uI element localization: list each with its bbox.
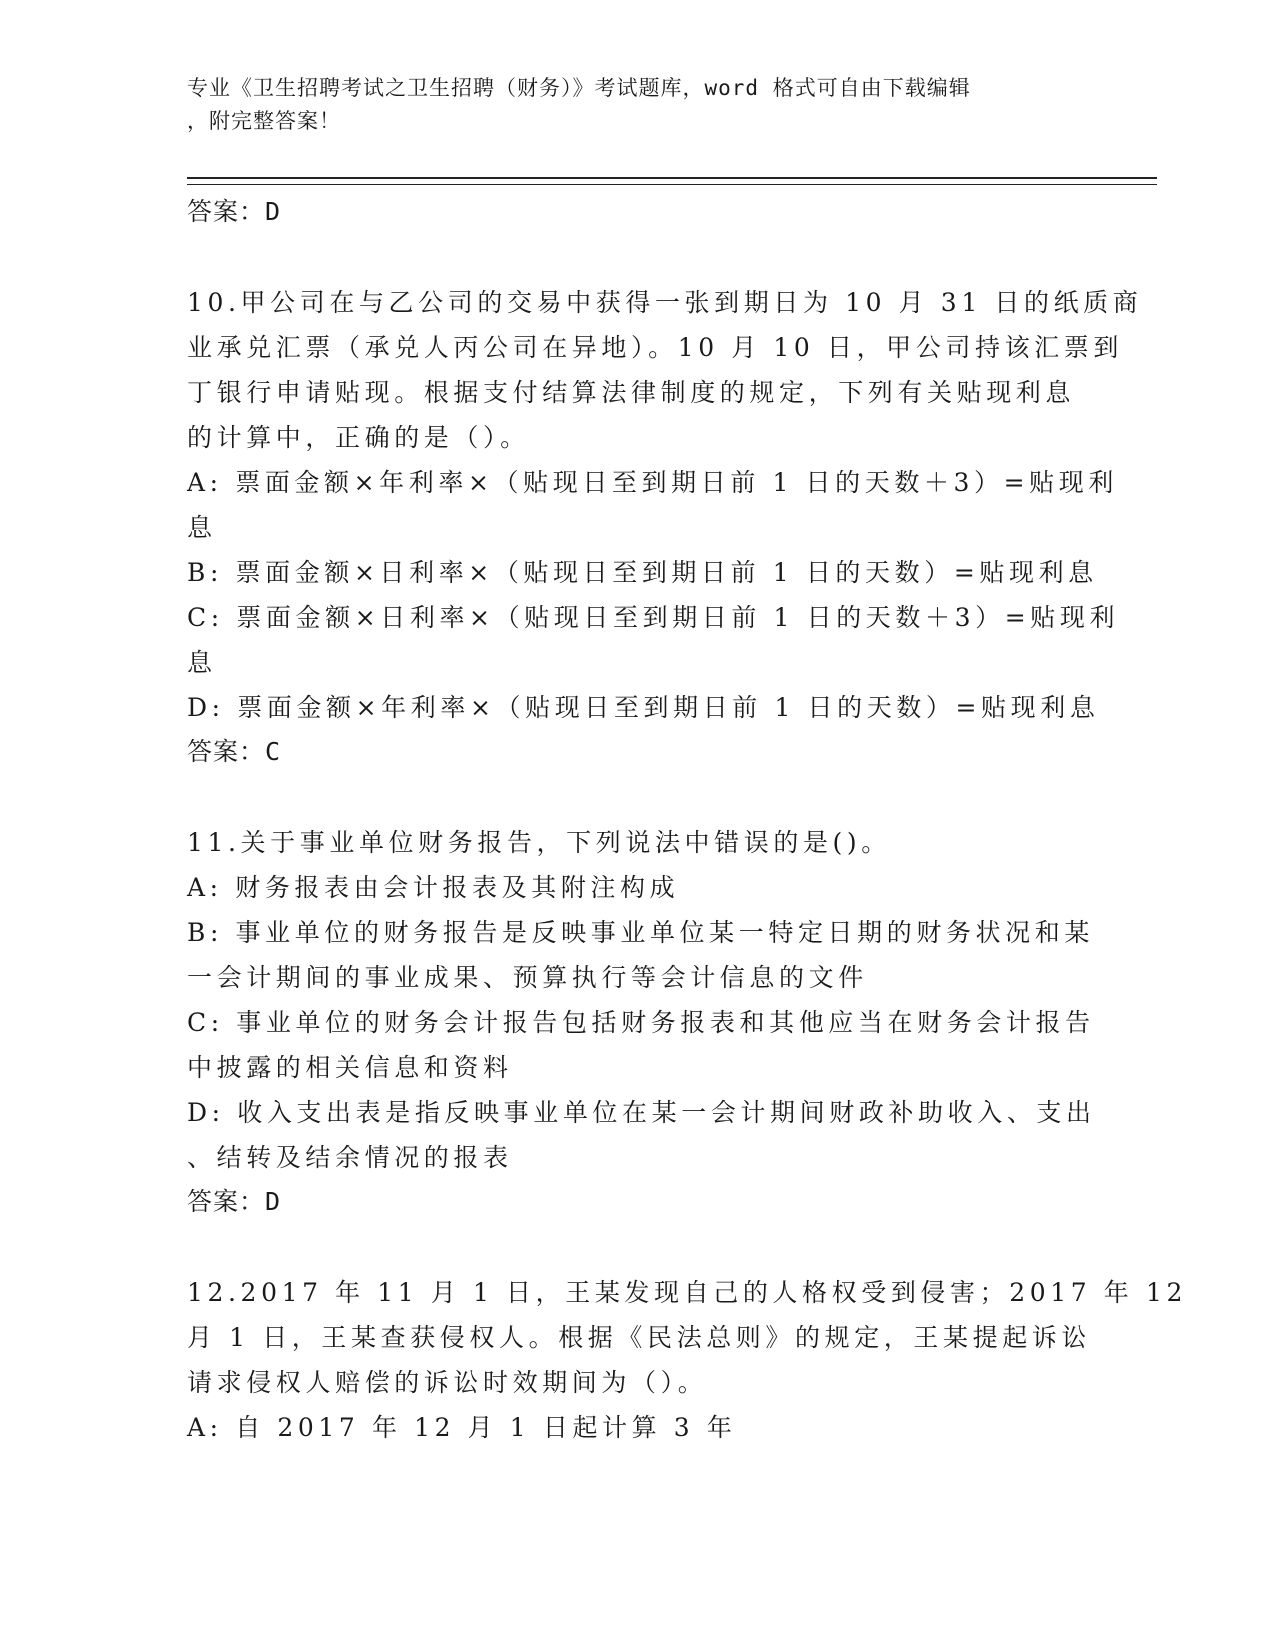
header-title-line-2: ，附完整答案！ bbox=[187, 109, 341, 133]
option-a: A: 财务报表由会计报表及其附注构成 bbox=[187, 873, 680, 902]
option-d: D: 收入支出表是指反映事业单位在某一会计期间财政补助收入、支出 bbox=[187, 1098, 1096, 1127]
option-b: B: 票面金额×日利率×（贴现日至到期日前 1 日的天数）=贴现利息 bbox=[187, 558, 1098, 587]
question-stem-line: 12.2017 年 11 月 1 日，王某发现自己的人格权受到侵害；2017 年 12 bbox=[187, 1278, 1187, 1307]
header-title-line-1: 专业《卫生招聘考试之卫生招聘（财务）》考试题库，word 格式可自由下载编辑 bbox=[187, 76, 971, 100]
option-b: B: 事业单位的财务报告是反映事业单位某一特定日期的财务状况和某 bbox=[187, 918, 1094, 947]
option-d-continued: 、结转及结余情况的报表 bbox=[187, 1143, 513, 1172]
option-c-continued: 中披露的相关信息和资料 bbox=[187, 1053, 513, 1082]
option-d: D: 票面金额×年利率×（贴现日至到期日前 1 日的天数）=贴现利息 bbox=[187, 693, 1100, 722]
option-c-continued: 息 bbox=[187, 648, 217, 677]
answer-line: 答案：C bbox=[187, 737, 282, 766]
header-divider bbox=[187, 177, 1157, 185]
question-stem-line: 业承兑汇票（承兑人丙公司在异地）。10 月 10 日，甲公司持该汇票到 bbox=[187, 333, 1123, 362]
option-b-continued: 一会计期间的事业成果、预算执行等会计信息的文件 bbox=[187, 963, 868, 992]
question-stem-line: 的计算中，正确的是（）。 bbox=[187, 423, 530, 452]
document-header bbox=[187, 72, 1067, 138]
option-a: A: 票面金额×年利率×（贴现日至到期日前 1 日的天数＋3）=贴现利 bbox=[187, 468, 1118, 497]
option-a: A: 自 2017 年 12 月 1 日起计算 3 年 bbox=[187, 1413, 737, 1442]
question-list bbox=[187, 190, 1187, 1450]
option-a-continued: 息 bbox=[187, 513, 217, 542]
option-c: C: 票面金额×日利率×（贴现日至到期日前 1 日的天数＋3）=贴现利 bbox=[187, 603, 1120, 632]
question-12 bbox=[187, 1270, 1187, 1450]
answer-line: 答案：D bbox=[187, 197, 282, 226]
question-stem-line: 请求侵权人赔偿的诉讼时效期间为（）。 bbox=[187, 1368, 708, 1397]
question-stem-line: 丁银行申请贴现。根据支付结算法律制度的规定，下列有关贴现利息 bbox=[187, 378, 1076, 407]
question-stem-line: 10.甲公司在与乙公司的交易中获得一张到期日为 10 月 31 日的纸质商 bbox=[187, 288, 1143, 317]
question-10 bbox=[187, 280, 1143, 774]
option-c: C: 事业单位的财务会计报告包括财务报表和其他应当在财务会计报告 bbox=[187, 1008, 1095, 1037]
question-stem-line: 11.关于事业单位财务报告，下列说法中错误的是()。 bbox=[187, 828, 891, 857]
question-stem-line: 月 1 日，王某查获侵权人。根据《民法总则》的规定，王某提起诉讼 bbox=[187, 1323, 1092, 1352]
question-11 bbox=[187, 820, 1096, 1224]
answer-line: 答案：D bbox=[187, 1187, 282, 1216]
